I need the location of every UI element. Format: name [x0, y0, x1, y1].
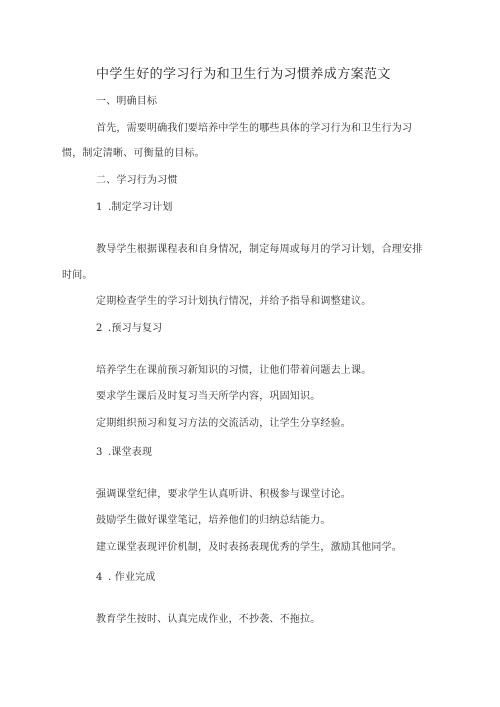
- item-2-heading: [96, 322, 162, 336]
- item-4-title: . 作业完成: [108, 572, 156, 583]
- item-3-number: 3: [96, 447, 103, 458]
- item-4-paragraph-1: 教育学生按时、认真完成作业，不抄袭、不拖拉。: [96, 614, 321, 625]
- item-2-number: 2: [96, 323, 103, 334]
- item-2-title: .预习与复习: [108, 323, 163, 334]
- document-title: 中学生好的学习行为和卫生行为习惯养成方案范文: [96, 67, 391, 82]
- intro-line-1: 首先，需要明确我们要培养中学生的哪些具体的学习行为和卫生行为习: [96, 123, 413, 134]
- item-3-heading: [96, 446, 152, 460]
- item-3-paragraph-3: 建立课堂表现评价机制，及时表扬表现优秀的学生，激励其他同学。: [96, 542, 402, 553]
- section-1-heading: 一、明确目标: [96, 96, 158, 107]
- item-2-paragraph-2: 要求学生课后及时复习当天所学内容，巩固知识。: [96, 391, 321, 402]
- item-1-paragraph-2: 定期检查学生的学习计划执行情况，并给予指导和调整建议。: [96, 296, 372, 307]
- item-3-title: .课堂表现: [108, 447, 153, 458]
- item-1-title: .制定学习计划: [108, 202, 173, 213]
- item-1-paragraph-1-line-2: 时间。: [62, 270, 93, 281]
- item-3-paragraph-2: 鼓励学生做好课堂笔记，培养他们的归纳总结能力。: [96, 515, 331, 526]
- item-1-paragraph-1-line-1: 教导学生根据课程表和自身情况，制定每周或每月的学习计划，合理安排: [96, 244, 423, 255]
- item-2-paragraph-1: 培养学生在课前预习新知识的习惯，让他们带着问题去上课。: [96, 365, 372, 376]
- section-2-heading: 二、学习行为习惯: [96, 175, 178, 186]
- item-3-paragraph-1: 强调课堂纪律，要求学生认真听讲、积极参与课堂讨论。: [96, 489, 351, 500]
- item-4-number: 4: [96, 572, 103, 583]
- intro-line-2: 惯，制定清晰、可衡量的目标。: [62, 148, 205, 159]
- item-1-number: 1: [96, 202, 103, 213]
- item-1-heading: [96, 201, 173, 215]
- item-4-heading: [96, 571, 156, 585]
- item-2-paragraph-3: 定期组织预习和复习方法的交流活动，让学生分享经验。: [96, 418, 351, 429]
